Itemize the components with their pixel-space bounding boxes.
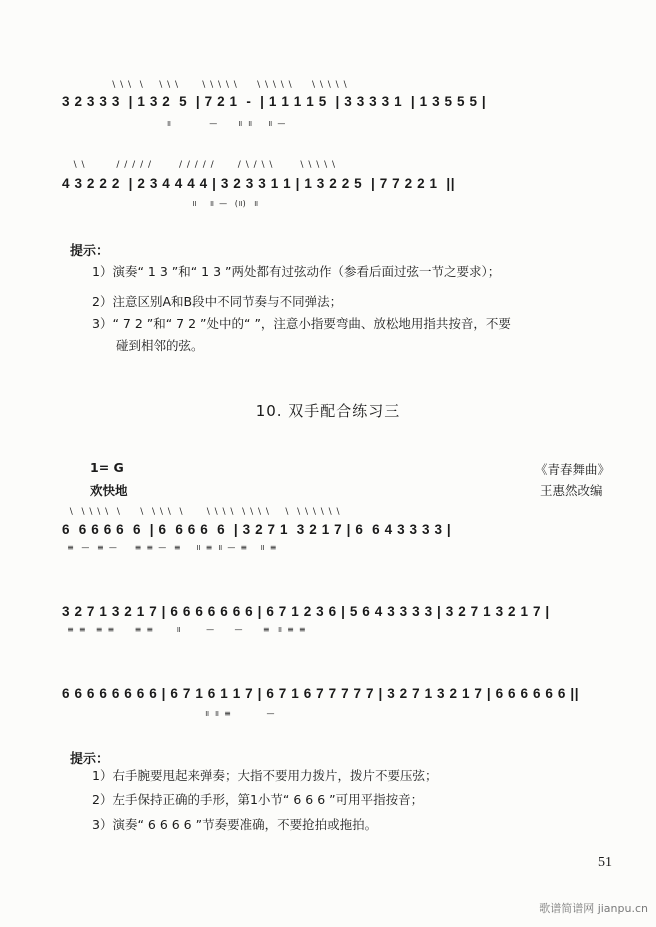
technique-marks: ≡ ≡ ≡ ≡ ≡ ≡ ॥ — — ≡ ॥ ≡ ≡ bbox=[62, 625, 306, 634]
ornament-marks: \ \ \ \ \ \ \ \ \ \ \ \ \ \ \ \ \ \ \ \ \ \ bbox=[62, 80, 348, 90]
song-source: 《青春舞曲》 bbox=[535, 462, 611, 477]
tip-item: 3）“ 7 2 ”和“ 7 2 ”处中的“ ”，注意小指要弯曲、放松地用指共按音，不要 bbox=[92, 316, 511, 331]
watermark: 歌谱简谱网 jianpu.cn bbox=[539, 902, 648, 915]
ornament-marks: \ \ \ \ \ \ \ \ \ \ \ \ \ \ \ \ \ \ \ \ \ \ \ \ \ \ bbox=[62, 507, 341, 517]
tip-item: 3）演奏“ 6 6 6 6 ”节奏要准确，不要抢拍或拖拍。 bbox=[92, 817, 378, 832]
ornament-marks: \ \ / / / / / / / / / / / \ / \ \ \ \ \ \ \ bbox=[62, 160, 337, 170]
key-signature: 1= G bbox=[90, 460, 124, 475]
technique-marks: ॥ — ॥ ॥ ॥ — bbox=[62, 119, 286, 128]
tips-title: 提示： bbox=[70, 244, 110, 259]
section-title: 10. 双手配合练习三 bbox=[255, 402, 401, 420]
tips-title: 提示： bbox=[70, 752, 110, 767]
score-row: 6 6 6 6 6 6 6 6 | 6 7 1 6 1 1 7 | 6 7 1 6 7 7 7 7 7 | 3 2 7 1 3 2 1 7 | 6 6 6 6 6 6 || bbox=[62, 686, 580, 701]
score-row: 3 2 3 3 3 | 1 3 2 5 | 7 2 1 - | 1 1 1 1 5 | 3 3 3 3 1 | 1 3 5 5 5 | bbox=[62, 94, 487, 109]
tip-item: 碰到相邻的弦。 bbox=[116, 338, 204, 353]
tip-item: 2）左手保持正确的手形，第1小节“ 6 6 6 ”可用平指按音； bbox=[92, 792, 424, 807]
tempo-marking: 欢快地 bbox=[90, 483, 128, 498]
arranger: 王惠然改编 bbox=[540, 483, 603, 498]
score-row: 3 2 7 1 3 2 1 7 | 6 6 6 6 6 6 6 | 6 7 1 2 3 6 | 5 6 4 3 3 3 3 | 3 2 7 1 3 2 1 7 | bbox=[62, 604, 550, 619]
technique-marks: ॥ ॥ — (॥) ॥ bbox=[62, 199, 259, 208]
technique-marks: ॥ ॥ ≡ — bbox=[62, 709, 275, 718]
page-number: 51 bbox=[598, 855, 612, 870]
score-row: 6 6 6 6 6 6 | 6 6 6 6 6 | 3 2 7 1 3 2 1 7 | 6 6 4 3 3 3 3 | bbox=[62, 522, 452, 537]
score-row: 4 3 2 2 2 | 2 3 4 4 4 4 | 3 2 3 3 1 1 | 1 3 2 2 5 | 7 7 2 2 1 || bbox=[62, 176, 456, 191]
tip-item: 2）注意区别A和B段中不同节奏与不同弹法； bbox=[92, 294, 343, 309]
tip-item: 1）右手腕要甩起来弹奏；大指不要用力拨片，拨片不要压弦； bbox=[92, 768, 438, 783]
tip-item: 1）演奏“ 1 3 ”和“ 1 3 ”两处都有过弦动作（参看后面过弦一节之要求）； bbox=[92, 264, 501, 279]
technique-marks: ≡ — ≡ — ≡ ≡ — ≡ ॥ ≡ ॥ — ≡ ॥ ≡ bbox=[62, 543, 277, 552]
